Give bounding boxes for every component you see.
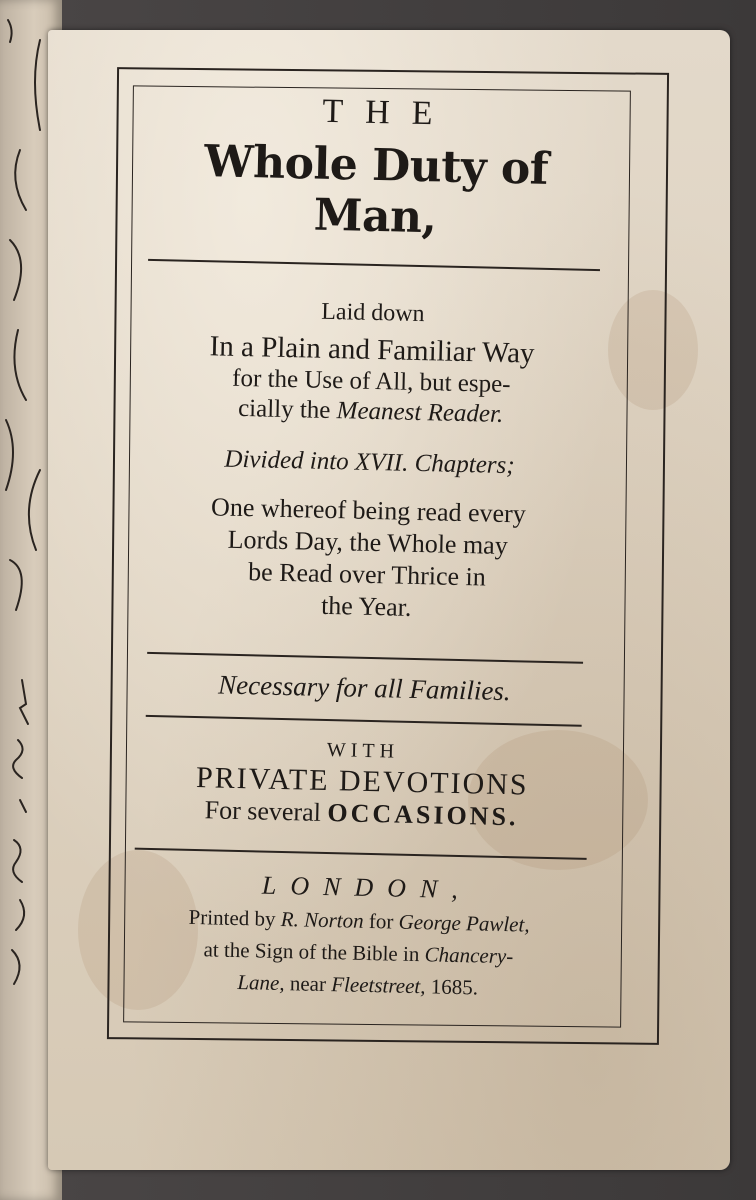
lane-text: Lane,: [237, 970, 285, 996]
sign-place: Chancery-: [424, 942, 514, 969]
printed-for: for: [363, 908, 399, 934]
one-whereof-line-3: be Read over Thrice in: [247, 557, 487, 592]
necessary-line: Necessary for all Families.: [217, 669, 511, 707]
with-line: WITH: [326, 739, 400, 763]
divider-rule: [135, 848, 587, 860]
publisher-name: George Pawlet,: [398, 909, 530, 937]
title-main: Whole Duty of Man,: [203, 136, 549, 244]
one-whereof-block: [128, 489, 607, 628]
one-whereof-line-4: the Year.: [320, 590, 412, 622]
title-the: THE: [322, 92, 455, 133]
printer-name: R. Norton: [280, 907, 364, 933]
printed-by: Printed by: [188, 904, 282, 932]
one-whereof-line-2: Lords Day, the Whole may: [227, 524, 509, 561]
imprint-year: 1685.: [425, 974, 479, 1000]
plain-way-line: In a Plain and Familiar Way: [209, 330, 535, 370]
near-text: near: [284, 971, 332, 997]
title-text-block: [119, 85, 616, 1005]
street-text: Fleetstreet,: [330, 972, 426, 999]
divider-rule: [147, 652, 583, 664]
divider-rule: [148, 259, 600, 271]
reader-line-plain: cially the: [237, 394, 337, 425]
reader-line-italic: Meanest Reader.: [336, 397, 504, 428]
divided-line: Divided into XVII. Chapters;: [224, 445, 515, 480]
imprint-city: LONDON,: [261, 870, 473, 905]
divider-rule: [146, 715, 582, 727]
sign-text: at the Sign of the Bible in: [203, 937, 425, 967]
laid-down-line: Laid down: [321, 298, 425, 328]
use-line: for the Use of All, but espe-: [231, 364, 511, 399]
occasions: OCCASIONS.: [327, 798, 519, 832]
private-devotions-line: PRIVATE DEVOTIONS: [195, 761, 529, 802]
for-several: For several: [204, 795, 328, 828]
one-whereof-line-1: One whereof being read every: [210, 492, 527, 529]
title-page: [48, 30, 730, 1170]
